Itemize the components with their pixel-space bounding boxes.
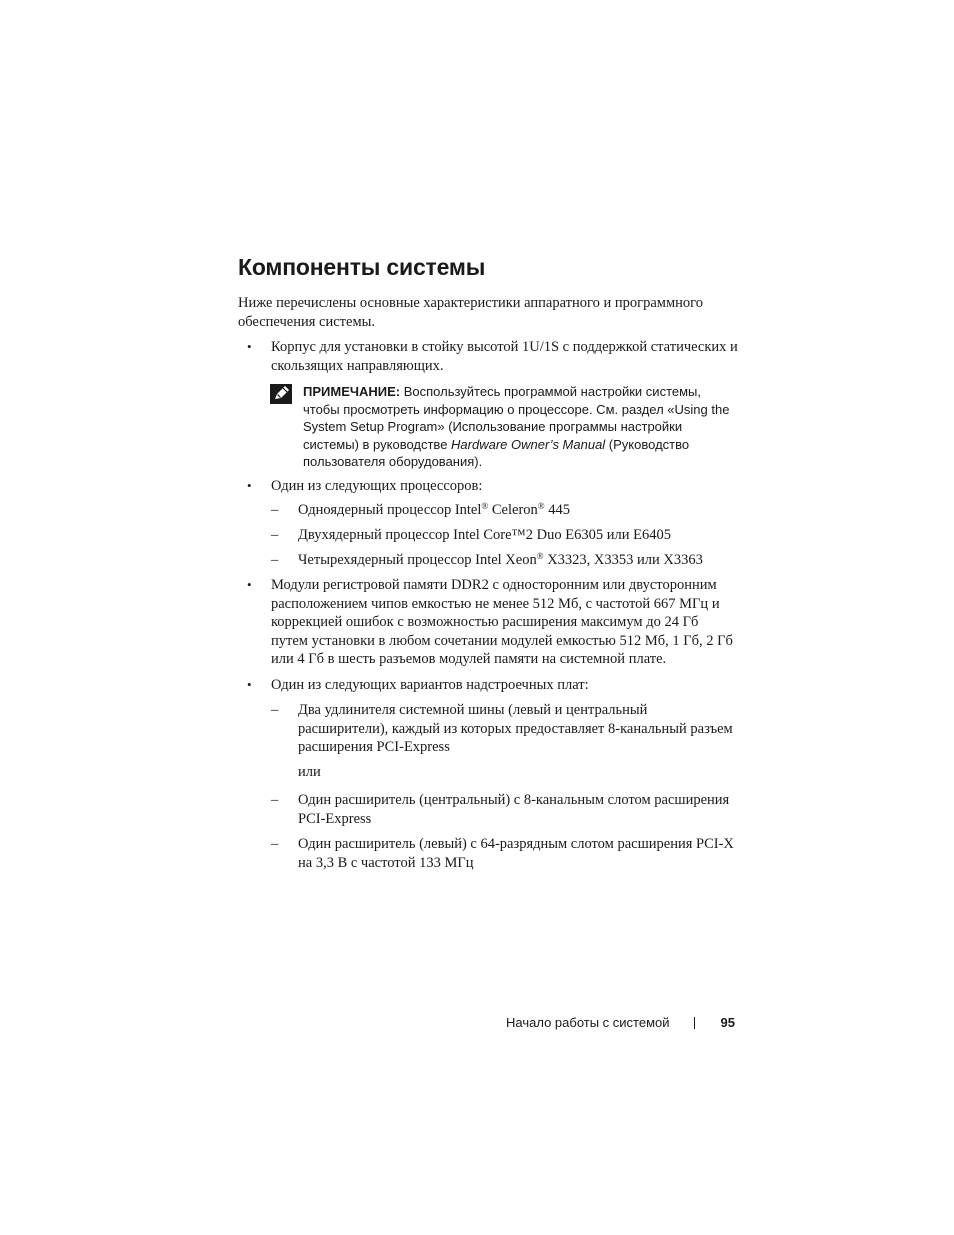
bullet: • [247, 677, 252, 692]
note-label: ПРИМЕЧАНИЕ: [303, 384, 401, 399]
list-item-text: Корпус для установки в стойку высотой 1U/1S с поддержкой статических и скользящих направляющих. [271, 339, 738, 374]
list-item-text: Модули регистровой памяти DDR2 с односторонним или двусторонним расположением чипов емкостью не менее 512 Мб, с частотой 667 МГц и коррекцией ошибок с возможностью расширения максимум до 24 Гб путем установки в любом сочетании модулей емкостью 512 Мб, 1 Гб, 2 Гб или 4 Гб в шесть разъемов модулей памяти на системной плате. [271, 577, 733, 667]
note-text [303, 383, 740, 471]
list-item-text: Один из следующих вариантов надстроечных плат: [271, 677, 589, 693]
sub-item-text: Четырехядерный процессор Intel Xeon® X3323, X3353 или X3363 [298, 551, 703, 568]
note-body: Воспользуйтесь программой настройки системы, чтобы просмотреть информацию о процессоре. См. раздел «Using the System Setup Program» (Использование программы настройки системы) в руководстве [303, 384, 730, 452]
sub-item-text: Один расширитель (левый) с 64-разрядным слотом расширения PCI-X на 3,3 В с частотой 133 МГц [298, 836, 734, 871]
list-item [238, 477, 738, 496]
sub-item-text: Два удлинителя системной шины (левый и центральный расширители), каждый из которых предоставляет 8-канальный разъем расширения PCI-Express [298, 702, 733, 755]
manual-title: Hardware Owner’s Manual [451, 436, 606, 452]
sub-item [238, 526, 738, 545]
list-item-text: Один из следующих процессоров: [271, 478, 483, 494]
footer-section-title: Начало работы с системой [506, 1015, 670, 1030]
sub-item [238, 551, 738, 570]
footer-separator [694, 1017, 695, 1029]
sub-item [238, 791, 738, 828]
dash: – [271, 527, 279, 543]
sub-item-text: Двухядерный процессор Intel Core™2 Duo E6305 или E6405 [298, 527, 671, 543]
dash: – [271, 792, 279, 808]
intro-paragraph: Ниже перечислены основные характеристики аппаратного и программного обеспечения системы. [238, 295, 703, 330]
page-number: 95 [720, 1015, 735, 1030]
note-body-end: (Руководство пользователя оборудования). [303, 436, 690, 469]
sub-item-text: Один расширитель (центральный) с 8-канальным слотом расширения PCI-Express [298, 792, 730, 827]
page-heading: Компоненты системы [238, 254, 486, 280]
page-footer [506, 1015, 735, 1030]
bullet: • [247, 577, 252, 592]
note-pencil-icon [270, 384, 292, 404]
list-item [238, 576, 738, 669]
dash: – [271, 552, 279, 568]
list-item [238, 676, 738, 695]
bullet: • [247, 339, 252, 354]
dash: – [271, 836, 279, 852]
sub-item [238, 501, 738, 520]
sub-item-text: Одноядерный процессор Intel® Celeron® 445 [298, 501, 570, 518]
dash: – [271, 702, 279, 718]
sub-item [238, 701, 738, 757]
or-text: или [298, 764, 321, 780]
sub-item [238, 835, 738, 872]
list-item [238, 338, 738, 375]
bullet: • [247, 478, 252, 493]
note-box [270, 383, 740, 471]
dash: – [271, 502, 279, 518]
